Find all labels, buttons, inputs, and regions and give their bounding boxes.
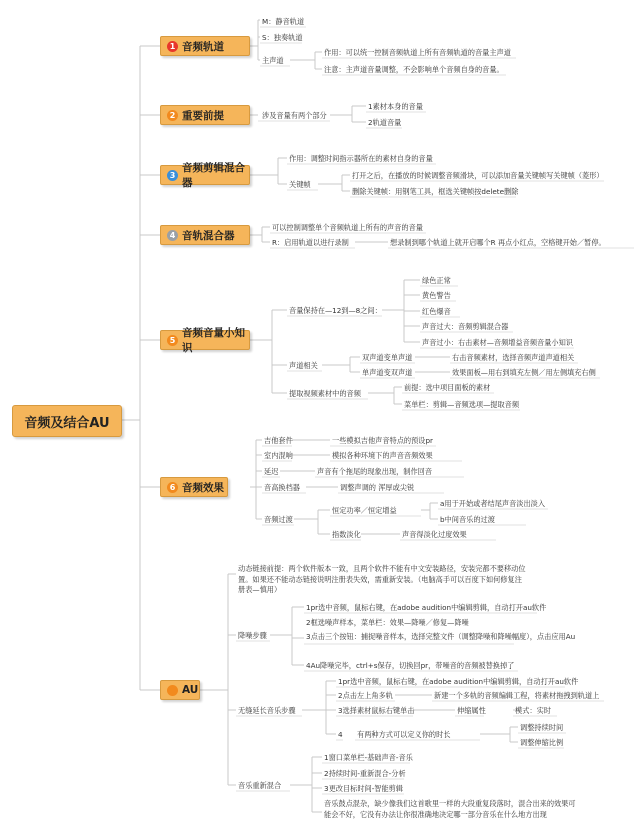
node-master-note[interactable]: 注意：主声道音量调整，不会影响单个音频自身的音量。 [324, 65, 504, 74]
node-remix-note[interactable]: 音乐鼓点混杂，缺少像我们这首歌里一样的大段重复段落时，混合出来的效果可能会不好，它没有办法让你很准确地决定哪一部分音乐在什么地方出现 [324, 799, 576, 819]
number-7-icon [167, 685, 178, 696]
branch-prerequisite[interactable] [160, 105, 250, 125]
node-adjust-duration[interactable]: 调整持续时间 [520, 723, 564, 732]
node-volume-parts[interactable]: 涉及音量有两个部分 [262, 111, 327, 120]
node-dynamic-link[interactable]: 动态链接前提：两个软件版本一致，且两个软件不能有中文安装路径，安装完都不要移动位置。如果还不能动态链接说明注册表失效，需重新安装。（电脑高手可以百度下如何修复注册表—慎用） [238, 564, 526, 594]
branch-audio-track[interactable] [160, 36, 250, 56]
node-track-volume[interactable]: 2轨道音量 [368, 118, 402, 127]
branch-label: 音频剪辑混合器 [182, 162, 245, 189]
node-pitch-shifter[interactable]: 音高换档器 [264, 483, 300, 492]
node-extract-menu[interactable]: 菜单栏：剪辑—音频选项—提取音频 [404, 400, 520, 409]
node-guitar-suite[interactable]: 吉他套件 [264, 436, 293, 445]
node-record[interactable]: R：启用轨道以进行录制 [272, 238, 349, 247]
node-keyframe-write[interactable]: 打开之后，在播放的时候调整音频滑块，可以添加音量关键帧写关键帧（菱形） [352, 171, 604, 180]
number-3-icon: 3 [167, 170, 178, 181]
node-extract-prereq[interactable]: 前提：选中项目面板的素材 [404, 383, 491, 392]
node-extend-music[interactable]: 无缝延长音乐步骤 [238, 706, 296, 715]
number-6-icon: 6 [167, 482, 178, 493]
branch-label: 重要前提 [182, 109, 224, 122]
branch-label: 音频音量小知识 [182, 327, 245, 354]
node-mute[interactable]: M：静音轨道 [262, 17, 305, 26]
branch-label: 音频效果 [182, 481, 224, 494]
node-middle-transition[interactable]: b中间音乐的过渡 [440, 515, 495, 524]
node-master-function[interactable]: 作用：可以统一控制音频轨道上所有音频轨道的音量主声道 [324, 48, 511, 57]
node-stretch-props[interactable]: 伸缩属性 [457, 706, 486, 715]
node-nr-step2[interactable]: 2框选噪声样本，菜单栏：效果—降噪／修复—降噪 [306, 618, 469, 627]
node-reverb[interactable]: 室内混响 [264, 451, 293, 460]
node-mode-realtime[interactable]: 模式：实时 [515, 706, 551, 715]
branch-label: 音轨混合器 [182, 229, 235, 242]
node-remix-step1[interactable]: 1窗口菜单栏-基础声音-音乐 [324, 753, 413, 762]
node-channels[interactable]: 声道相关 [289, 361, 318, 370]
number-5-icon: 5 [167, 335, 178, 346]
branch-clip-mixer[interactable] [160, 162, 250, 189]
node-remix-step2[interactable]: 2持续时间-重新混合-分析 [324, 769, 406, 778]
node-ext-step2-desc[interactable]: 新建一个多轨的音频编辑工程，将素材拖拽到轨道上 [434, 691, 600, 700]
node-master[interactable]: 主声道 [262, 56, 284, 65]
node-clip-mixer-function[interactable]: 作用：调整时间指示器所在的素材自身的音量 [289, 154, 433, 163]
root-node[interactable]: 音频及结合AU [12, 405, 122, 437]
branch-volume-tips[interactable] [160, 327, 250, 354]
node-keyframe-delete[interactable]: 删除关键帧：用钢笔工具，框选关键帧按delete删除 [352, 187, 519, 196]
node-clip-volume[interactable]: 1素材本身的音量 [368, 102, 423, 111]
node-fade-in-out[interactable]: a用于开始或者结尾声音淡出淡入 [440, 499, 546, 508]
node-keyframe[interactable]: 关键帧 [289, 180, 311, 189]
node-stereo-to-mono[interactable]: 双声道变单声道 [362, 353, 413, 362]
node-track-mixer-desc[interactable]: 可以控制调整单个音频轨道上所有的声音的音量 [272, 223, 423, 232]
number-2-icon: 2 [167, 110, 178, 121]
branch-audio-effects[interactable] [160, 477, 228, 497]
node-nr-step3[interactable]: 3点击三个按钮：捕捉噪音样本，选择完整文件（调整降噪和降噪幅度），点击应用Au [306, 632, 576, 641]
node-audio-transition[interactable]: 音频过渡 [264, 515, 293, 524]
node-delay-desc[interactable]: 声音有个拖尾的现象出现，制作回音 [317, 467, 433, 476]
node-too-loud[interactable]: 声音过大：音频剪辑混合器 [422, 322, 509, 331]
node-remix-step3[interactable]: 3更改目标时间-智能剪辑 [324, 784, 404, 793]
node-guitar-desc[interactable]: 一些模拟吉他声音特点的预设pr [332, 436, 433, 445]
node-record-desc[interactable]: 想录制到哪个轨道上就开启哪个R 再点小红点，空格键开始／暂停。 [390, 238, 606, 247]
node-delay[interactable]: 延迟 [264, 467, 279, 476]
node-noise-reduction[interactable]: 降噪步骤 [238, 631, 267, 640]
node-yellow[interactable]: 黄色警告 [422, 291, 451, 300]
number-4-icon: 4 [167, 230, 178, 241]
node-exponential-desc[interactable]: 声音得淡化过度效果 [402, 530, 467, 539]
node-ext-step3[interactable]: 3选择素材鼠标右键单击 [338, 706, 415, 715]
node-ext-step4[interactable]: 4 [338, 730, 343, 739]
node-pitch-desc[interactable]: 调整声调的 浑厚或尖锐 [340, 483, 415, 492]
node-nr-step1[interactable]: 1pr选中音频，鼠标右键，在adobe audition中编辑剪辑，自动打开au软件 [306, 603, 547, 612]
node-ext-step4-desc[interactable]: 有两种方式可以定义你的时长 [357, 730, 451, 739]
node-too-quiet[interactable]: 声音过小：右击素材—音频增益音频音量小知识 [422, 338, 573, 347]
node-reverb-desc[interactable]: 模拟各种环境下的声音音频效果 [332, 451, 433, 460]
node-stereo-to-mono-do[interactable]: 右击音频素材，选择音频声道声道相关 [452, 353, 575, 362]
node-ext-step2[interactable]: 2点击左上角多轨 [338, 691, 393, 700]
node-red[interactable]: 红色爆音 [422, 307, 451, 316]
node-volume-range[interactable]: 音量保持在—12到—8之间： [289, 306, 382, 315]
node-mono-to-stereo-do[interactable]: 效果面板—用右到填充左侧／用左侧填充右侧 [452, 368, 596, 377]
node-adjust-stretch[interactable]: 调整伸缩比例 [520, 738, 564, 747]
node-ext-step1[interactable]: 1pr选中音频，鼠标右键，在adobe audition中编辑剪辑，自动打开au软件 [338, 677, 579, 686]
node-nr-step4[interactable]: 4Au降噪完毕，ctrl+s保存，切换回pr，带噪音的音频被替换掉了 [306, 661, 515, 670]
node-constant-power[interactable]: 恒定功率／恒定增益 [332, 506, 397, 515]
branch-label: AU [182, 684, 199, 696]
branch-au[interactable] [160, 680, 200, 700]
node-remix[interactable]: 音乐重新混合 [238, 781, 282, 790]
number-1-icon: 1 [167, 41, 178, 52]
branch-label: 音频轨道 [182, 40, 224, 53]
node-solo[interactable]: S：独奏轨道 [262, 33, 303, 42]
node-extract-audio[interactable]: 提取视频素材中的音频 [289, 389, 361, 398]
node-exponential-fade[interactable]: 指数淡化 [332, 530, 361, 539]
branch-track-mixer[interactable] [160, 225, 250, 245]
node-mono-to-stereo[interactable]: 单声道变双声道 [362, 368, 413, 377]
node-green[interactable]: 绿色正常 [422, 276, 451, 285]
